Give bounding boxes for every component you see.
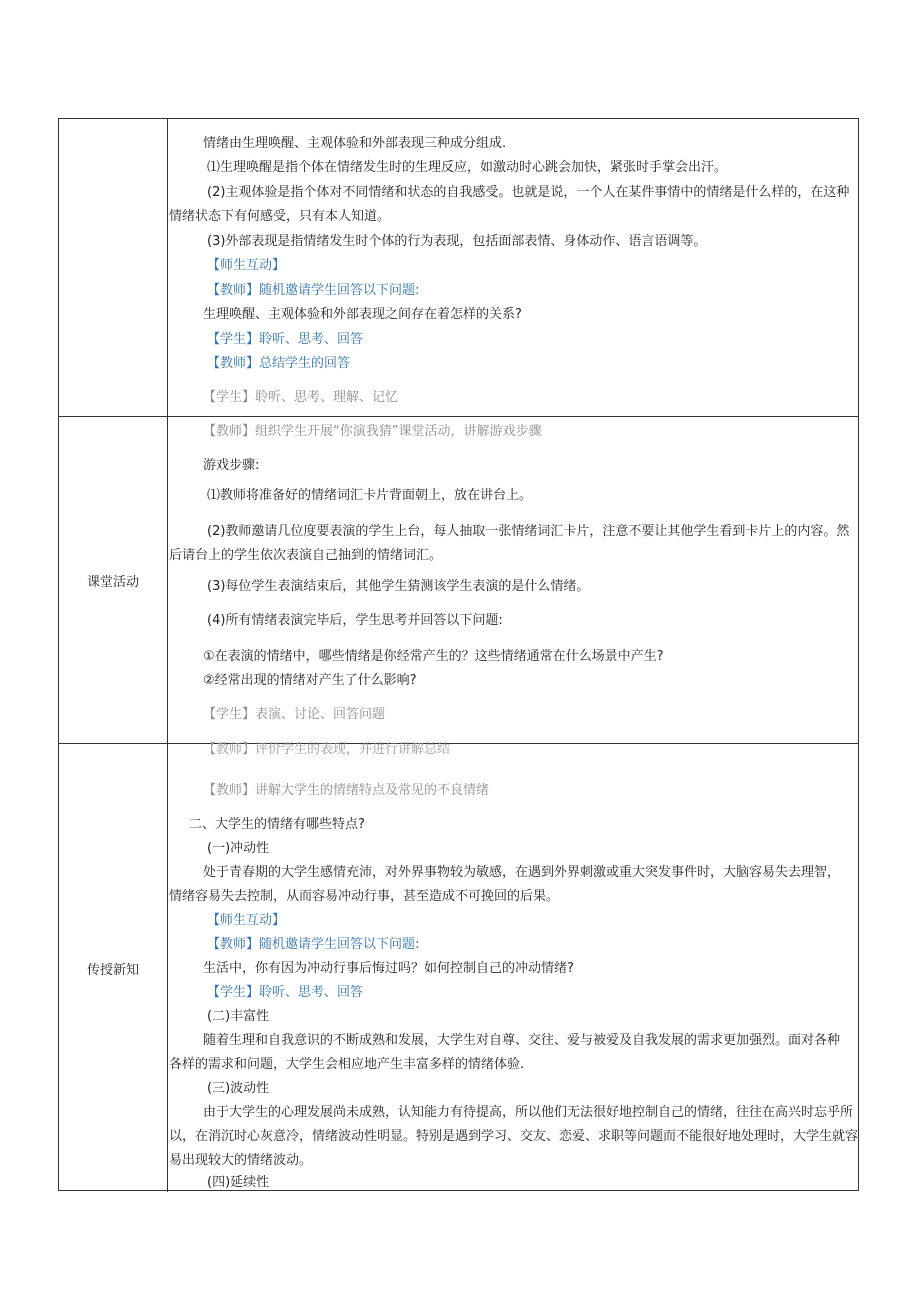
question-line: ②经常出现的情绪对产生了什么影响? [203,673,417,688]
row-label [59,119,168,416]
paragraph-line: 游戏步骤: [203,458,260,473]
interaction-heading: 【师生互动】 [207,258,286,273]
row-content [169,119,858,416]
paragraph-line: 以，在消沉时心灰意冷，情绪波动性明显。特别是遇到学习、交友、恋爱、求职等问题而不能很好地处理时，大学生就容 [169,1129,859,1144]
question-line: ①在表演的情绪中，哪些情绪是你经常产生的？这些情绪通常在什么场景中产生? [203,649,664,664]
student-line: 【学生】聆听、思考、回答 [207,332,364,347]
section-heading: 二、大学生的情绪有哪些特点? [189,817,365,832]
row-label: 传授新知 [59,744,168,1192]
subsection-heading: (四)延续性 [207,1175,270,1190]
paragraph-line: 情绪状态下有何感受，只有本人知道。 [169,209,391,224]
row-content [169,417,858,757]
table-row [59,417,858,757]
table-row [59,744,858,1192]
teacher-line: 【教师】随机邀请学生回答以下问题: [207,283,420,298]
interaction-heading: 【师生互动】 [207,913,286,928]
table-row [59,119,858,417]
paragraph-line: 情绪由生理唤醒、主观体验和外部表现三种成分组成. [203,136,507,151]
paragraph-line: (4)所有情绪表演完毕后，学生思考并回答以下问题: [207,613,503,628]
paragraph-line: ⑴生理唤醒是指个体在情绪发生时的生理反应，如激动时心跳会加快，紧张时手掌会出汗。 [207,160,728,175]
paragraph-line: (2)教师邀请几位度要表演的学生上台，每人抽取一张情绪词汇卡片，注意不要让其他学生看到卡片上的内容。然 [207,524,850,539]
paragraph-line: 随着生理和自我意识的不断成熟和发展，大学生对自尊、交往、爱与被爱及自我发展的需求更加强烈。面对各种 [203,1033,841,1048]
clipped-teacher-line: 【教师】评价学生的表现，并进行讲解总结 [203,742,451,757]
student-line: 【学生】聆听、思考、理解、记忆 [203,390,399,405]
paragraph-line: (3)每位学生表演结束后，其他学生猜测该学生表演的是什么情绪。 [207,579,590,594]
paragraph-line: 各样的需求和问题，大学生会相应地产生丰富多样的情绪体验. [169,1057,525,1072]
teacher-line: 【教师】讲解大学生的情绪特点及常见的不良情绪 [203,783,490,798]
row-label: 课堂活动 [59,417,168,743]
subsection-heading: (二)丰富性 [207,1009,270,1024]
question-line: 生理唤醒、主观体验和外部表现之间存在着怎样的关系? [203,307,522,322]
teacher-line: 【教师】总结学生的回答 [207,356,351,371]
paragraph-line: 由于大学生的心理发展尚未成熟，认知能力有待提高，所以他们无法很好地控制自己的情绪，往往在高兴时忘乎所 [203,1105,854,1120]
paragraph-line: 后请台上的学生依次表演自己抽到的情绪词汇。 [169,548,443,563]
subsection-heading: (三)波动性 [207,1081,270,1096]
lesson-plan-table [58,118,859,1191]
paragraph-line: ⑴教师将准备好的情绪词汇卡片背面朝上，放在讲台上。 [207,488,533,503]
row-content [169,744,858,1192]
paragraph-line: (2)主观体验是指个体对不同情绪和状态的自我感受。也就是说，一个人在某件事情中的情绪是什么样的，在这种 [207,185,850,200]
paragraph-line: 处于青春期的大学生感情充沛，对外界事物较为敏感，在遇到外界刺激或重大突发事件时，大脑容易失去理智， [203,865,841,880]
student-line: 【学生】表演、讨论、回答问题 [203,707,386,722]
paragraph-line: 情绪容易失去控制，从而容易冲动行事，甚至造成不可挽回的后果。 [169,889,560,904]
teacher-line: 【教师】组织学生开展“你演我猜”课堂活动，讲解游戏步骤 [203,424,542,439]
question-line: 生活中，你有因为冲动行事后悔过吗？如何控制自己的冲动情绪? [203,961,574,976]
paragraph-line: 易出现较大的情绪波动。 [169,1153,313,1168]
paragraph-line: (3)外部表现是指情绪发生时个体的行为表现，包括面部表情、身体动作、语言语调等。 [207,234,707,249]
student-line: 【学生】聆听、思考、回答 [207,985,364,1000]
teacher-line: 【教师】随机邀请学生回答以下问题: [207,937,420,952]
subsection-heading: (一)冲动性 [207,841,270,856]
